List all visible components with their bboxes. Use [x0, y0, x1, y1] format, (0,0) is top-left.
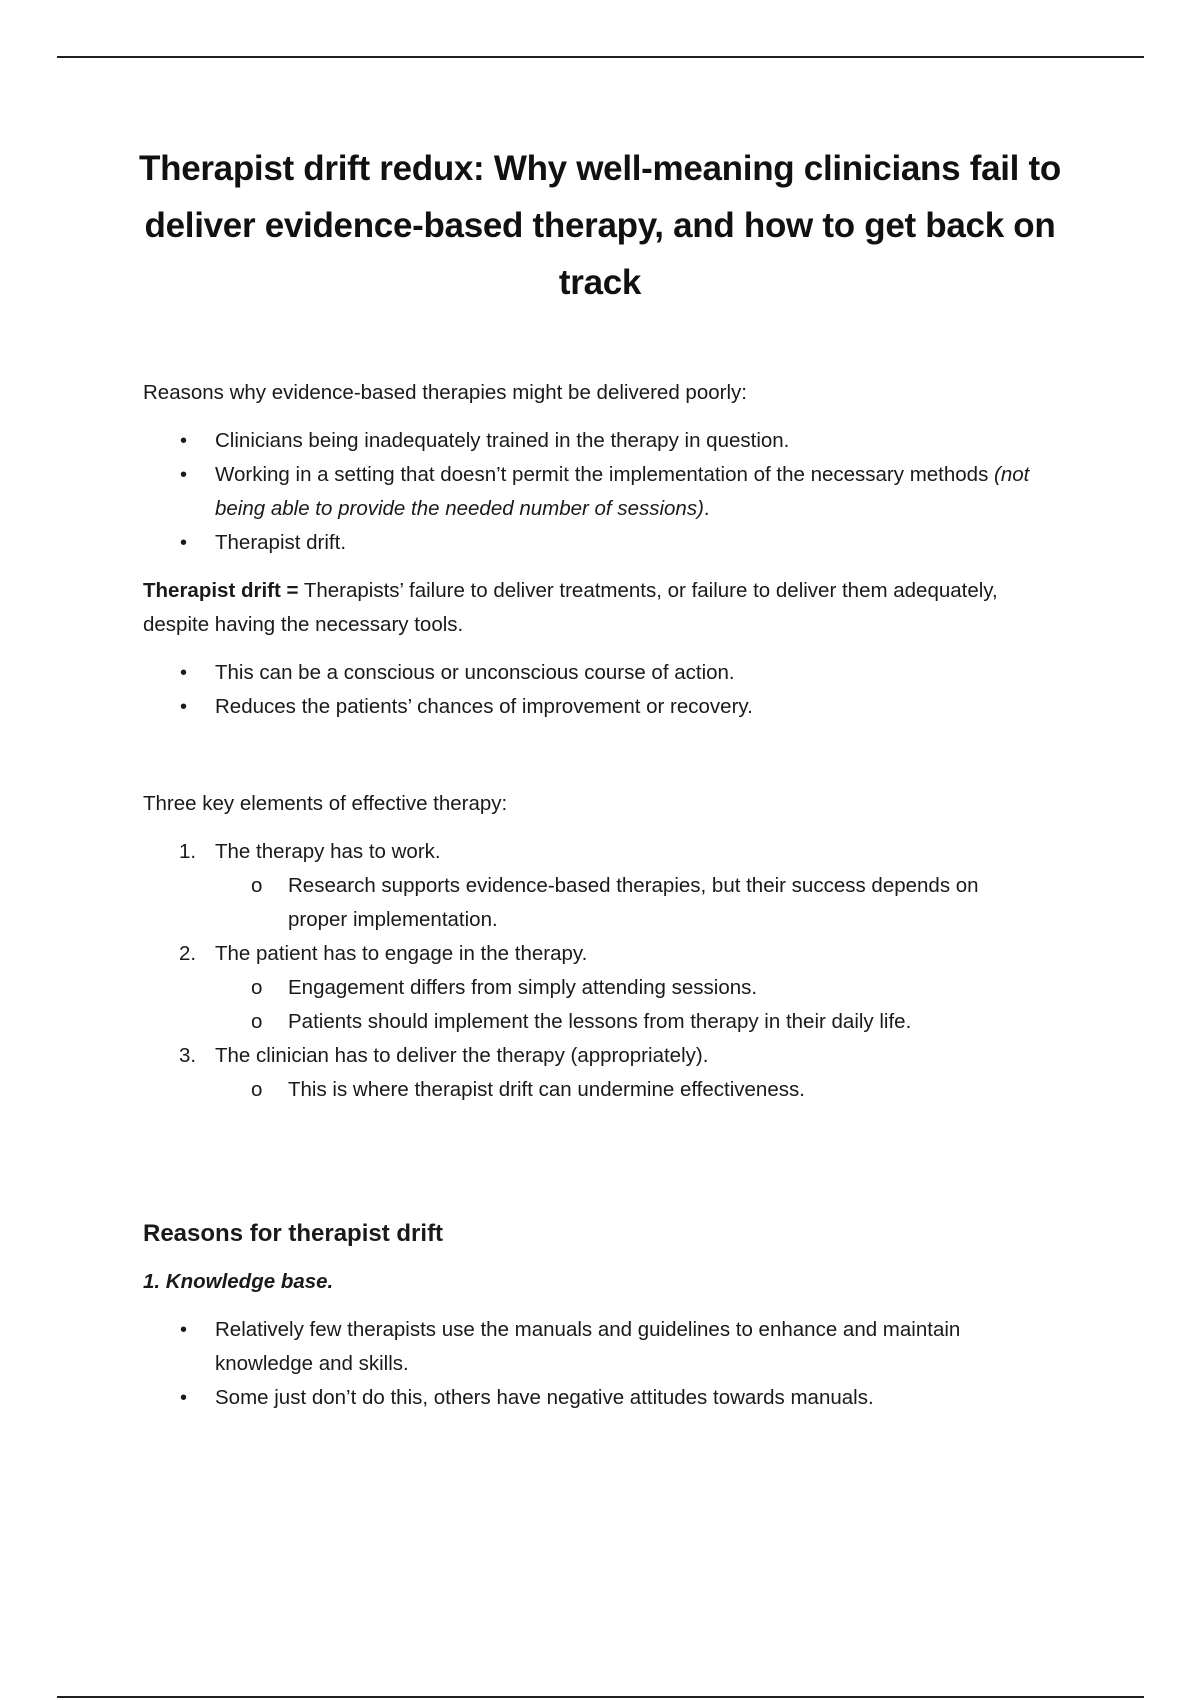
sub-list-item: o Patients should implement the lessons from therapy in their daily life. [143, 1005, 1043, 1039]
item-number: 3. [179, 1044, 197, 1067]
definition-text: Therapists’ failure to deliver treatments, or failure to deliver them adequately, despite having the necessary tools. [143, 579, 998, 636]
numbered-item [143, 1039, 1043, 1073]
numbered-item [143, 835, 1043, 869]
knowledge-base-list [143, 1313, 1043, 1415]
key-elements-list [143, 835, 1043, 1107]
therapist-drift-definition [143, 574, 1043, 642]
list-item: • This can be a conscious or unconscious course of action. [143, 656, 1043, 690]
bottom-rule [57, 1696, 1144, 1698]
sub-list-item: o This is where therapist drift can undermine effectiveness. [143, 1073, 1043, 1107]
document-body [143, 376, 1043, 1415]
item-text: The therapy has to work. [215, 840, 441, 863]
numbered-item [143, 937, 1043, 971]
key-elements-intro: Three key elements of effective therapy: [143, 792, 508, 815]
reasons-poor-delivery-intro: Reasons why evidence-based therapies might be delivered poorly: [143, 381, 747, 404]
item-text: The clinician has to deliver the therapy (appropriately). [215, 1044, 709, 1067]
sub-list-item: o Engagement differs from simply attending sessions. [143, 971, 1043, 1005]
list-item: • Relatively few therapists use the manuals and guidelines to enhance and maintain knowledge and skills. [143, 1313, 1043, 1381]
section-heading: Reasons for therapist drift [143, 1220, 444, 1247]
list-item: • Clinicians being inadequately trained in the therapy in question. [143, 424, 1043, 458]
document-title: Therapist drift redux: Why well-meaning clinicians fail to deliver evidence-based therapy, and how to get back on track [139, 149, 1061, 302]
sub-list-item: o Research supports evidence-based therapies, but their success depends on proper implementation. [143, 869, 1043, 937]
definition-term: Therapist drift = [143, 579, 299, 602]
list-item [143, 458, 1043, 526]
list-item: • Reduces the patients’ chances of improvement or recovery. [143, 690, 1043, 724]
item-text: The patient has to engage in the therapy. [215, 942, 588, 965]
list-item-text: Working in a setting that doesn’t permit the implementation of the necessary methods [215, 463, 989, 486]
item-number: 1. [179, 840, 197, 863]
reasons-poor-delivery-list [143, 424, 1043, 560]
top-rule [57, 56, 1144, 58]
list-item-period: . [703, 497, 710, 520]
item-number: 2. [179, 942, 197, 965]
section-subheading: 1. Knowledge base. [143, 1270, 334, 1293]
definition-list [143, 656, 1043, 724]
list-item: • Some just don’t do this, others have negative attitudes towards manuals. [143, 1381, 1043, 1415]
list-item-italic-note: (not being able to provide the needed number of sessions) [215, 463, 1030, 520]
list-item: • Therapist drift. [143, 526, 1043, 560]
